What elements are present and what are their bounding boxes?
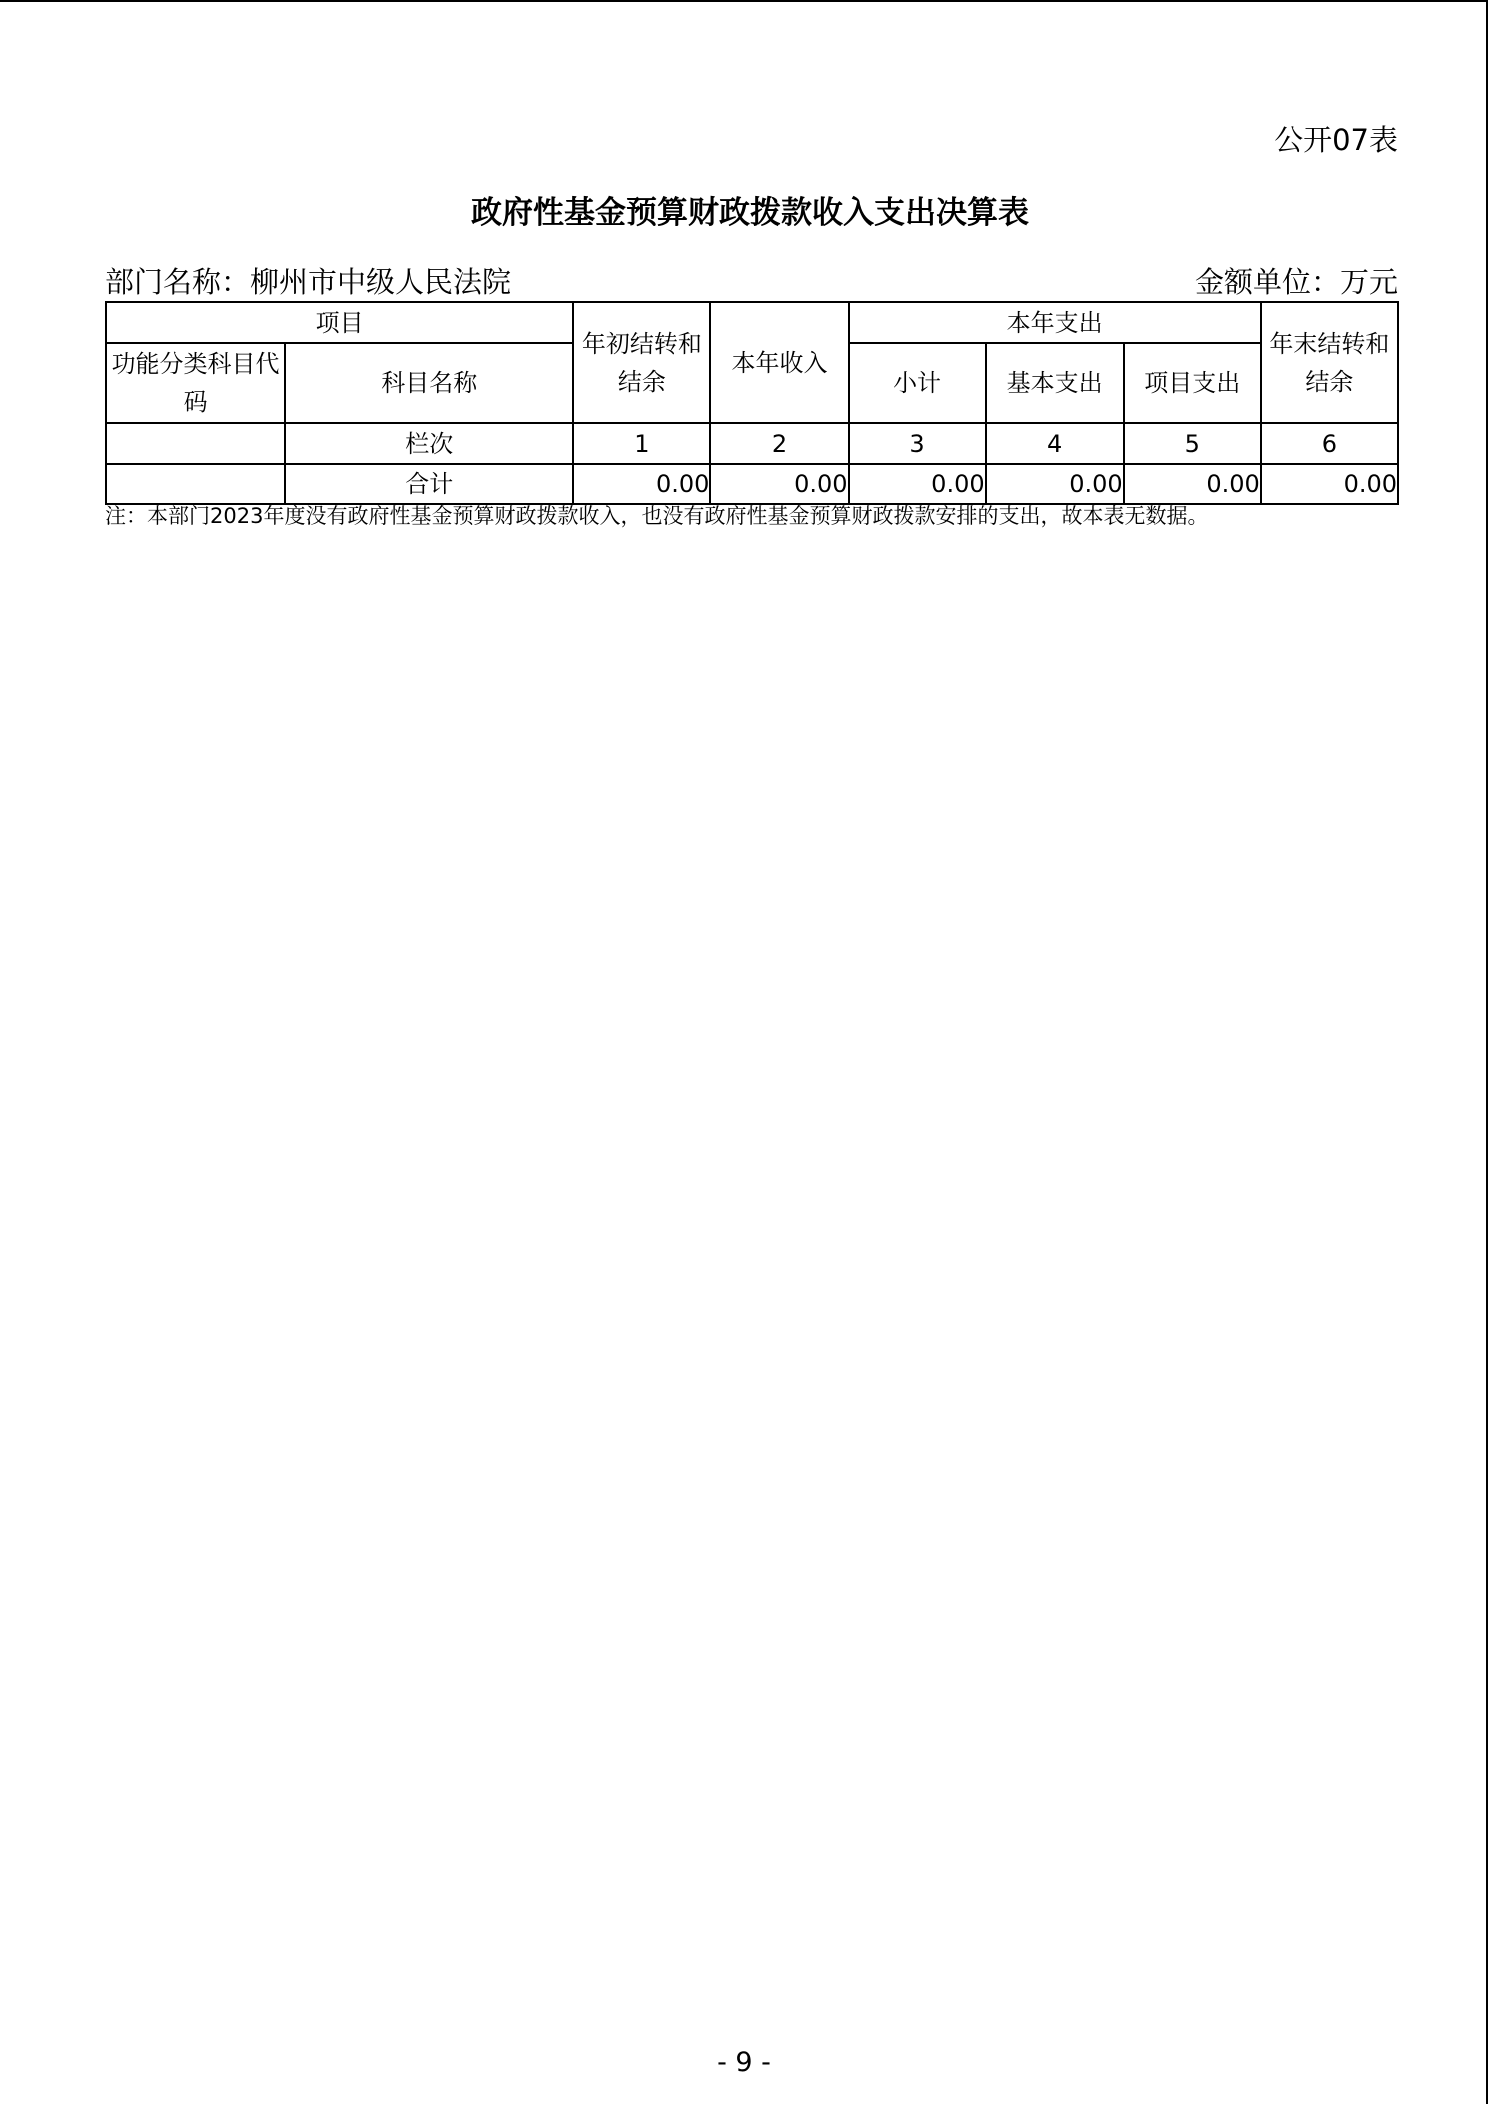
header-subject-name: 科目名称 xyxy=(285,343,573,423)
column-number-1: 1 xyxy=(573,423,710,464)
header-subtotal: 小计 xyxy=(849,343,986,423)
total-blank xyxy=(106,464,285,504)
header-closing-balance: 年末结转和结余 xyxy=(1261,302,1398,423)
column-number-3: 3 xyxy=(849,423,986,464)
total-closing-balance: 0.00 xyxy=(1261,464,1398,504)
total-row xyxy=(106,464,1398,504)
column-number-blank xyxy=(106,423,285,464)
total-income: 0.00 xyxy=(710,464,848,504)
form-code: 公开07表 xyxy=(1274,123,1398,157)
column-number-5: 5 xyxy=(1124,423,1261,464)
total-opening-balance: 0.00 xyxy=(573,464,710,504)
header-project-expenditure: 项目支出 xyxy=(1124,343,1261,423)
fund-budget-table xyxy=(105,301,1399,505)
page-border-top xyxy=(0,0,1488,2)
column-number-2: 2 xyxy=(710,423,848,464)
column-number-6: 6 xyxy=(1261,423,1398,464)
total-basic-expenditure: 0.00 xyxy=(986,464,1124,504)
table-note: 注：本部门2023年度没有政府性基金预算财政拨款收入，也没有政府性基金预算财政拨款安排的支出，故本表无数据。 xyxy=(105,504,1209,528)
header-item: 项目 xyxy=(106,302,573,343)
column-number-row xyxy=(106,423,1398,464)
page-title: 政府性基金预算财政拨款收入支出决算表 xyxy=(471,195,1029,231)
page-number: - 9 - xyxy=(717,2047,771,2078)
column-number-label: 栏次 xyxy=(285,423,573,464)
amount-unit: 金额单位：万元 xyxy=(1194,265,1398,299)
header-func-code: 功能分类科目代码 xyxy=(106,343,285,423)
total-label: 合计 xyxy=(285,464,573,504)
total-subtotal: 0.00 xyxy=(849,464,986,504)
total-project-expenditure: 0.00 xyxy=(1124,464,1261,504)
header-basic-expenditure: 基本支出 xyxy=(986,343,1124,423)
header-income: 本年收入 xyxy=(710,302,848,423)
column-number-4: 4 xyxy=(986,423,1124,464)
department-name: 部门名称：柳州市中级人民法院 xyxy=(105,265,512,299)
header-opening-balance: 年初结转和结余 xyxy=(573,302,710,423)
header-row-1 xyxy=(106,302,1398,343)
header-expenditure: 本年支出 xyxy=(849,302,1261,343)
